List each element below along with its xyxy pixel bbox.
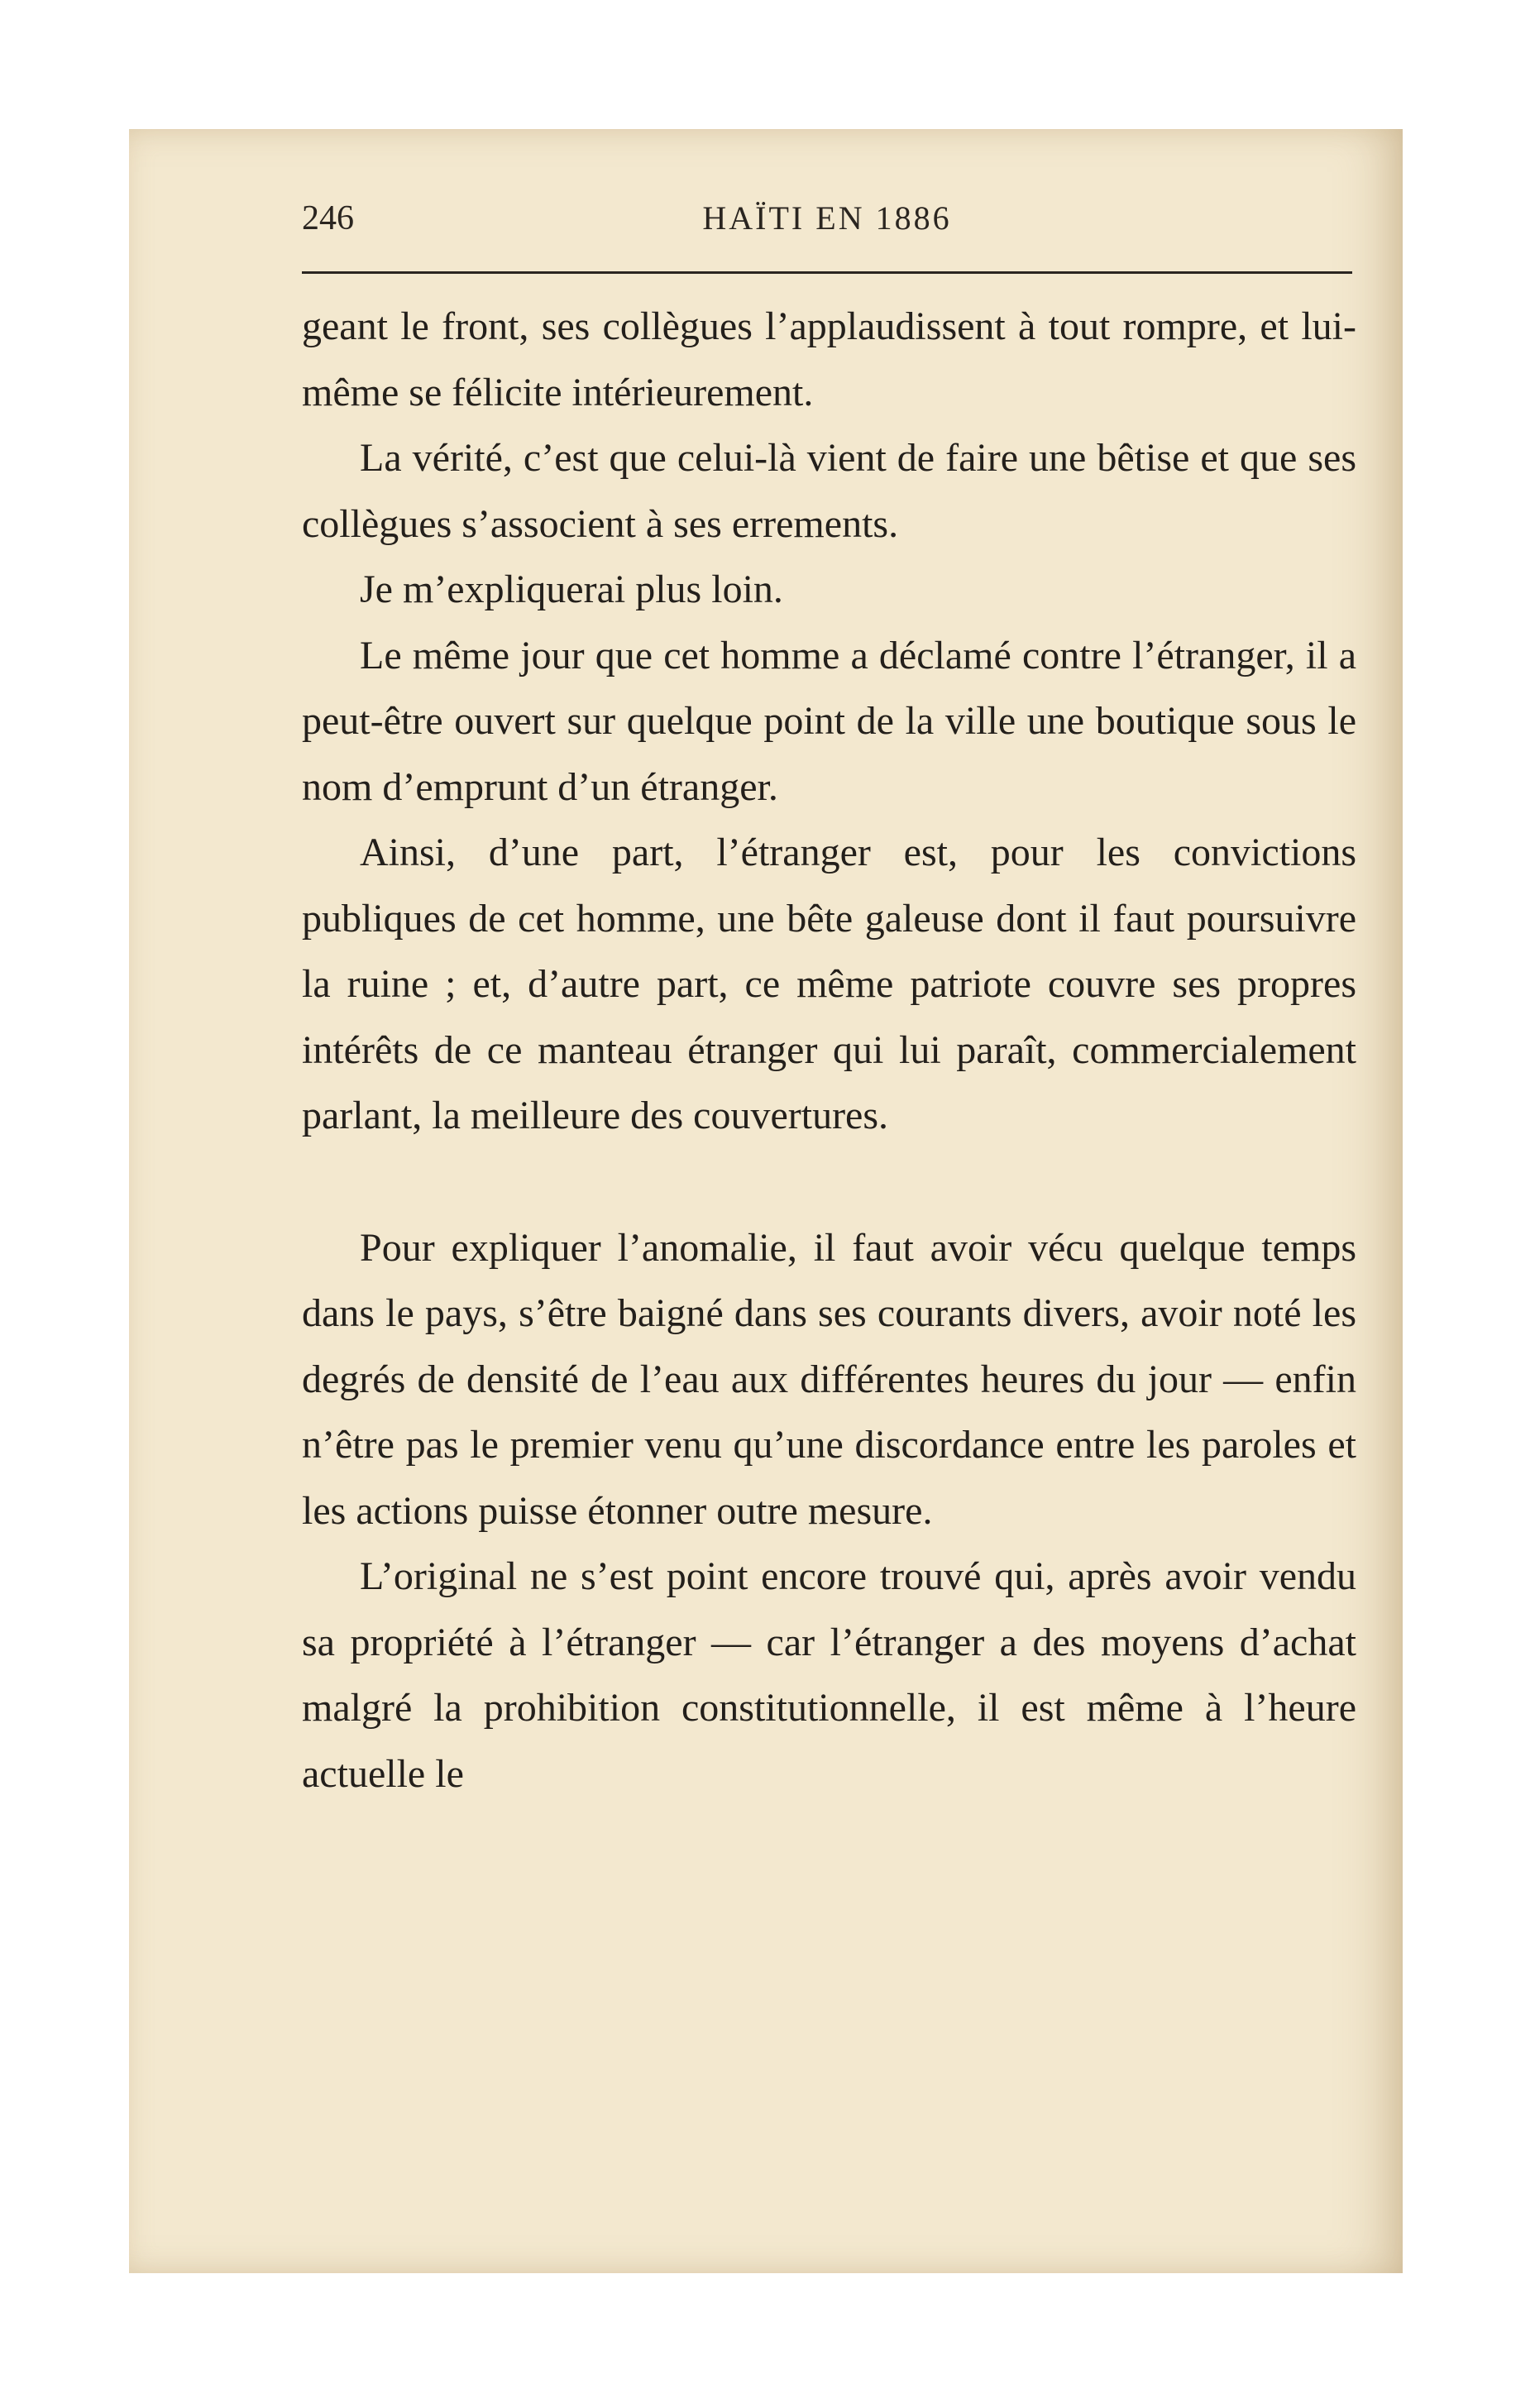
page-header xyxy=(302,199,1352,248)
running-title: HAÏTI EN 1886 xyxy=(702,199,952,237)
paragraph: geant le front, ses collègues l’applaudissent à tout rompre, et lui-même se félicite intérieurement. xyxy=(302,304,1356,414)
body-text xyxy=(302,294,1356,1807)
paragraph: Ainsi, d’une part, l’étranger est, pour les convictions publiques de cet homme, une bête galeuse dont il faut poursuivre la ruine ; et, d’autre part, ce même patriote couvre ses propres intérêts de ce manteau étranger qui lui paraît, commercialement parlant, la meilleure des couvertures. xyxy=(302,831,1356,1137)
paragraph: Le même jour que cet homme a déclamé contre l’étranger, il a peut-être ouvert sur quelque point de la ville une boutique sous le nom d’emprunt d’un étranger. xyxy=(302,633,1356,809)
page-number: 246 xyxy=(302,199,354,237)
paragraph: L’original ne s’est point encore trouvé qui, après avoir vendu sa propriété à l’étranger — car l’étranger a des moyens d’achat malgré la prohibition constitutionnelle, il est même à l’heure actuelle le xyxy=(302,1554,1356,1796)
header-rule xyxy=(302,271,1352,274)
paragraph: Pour expliquer l’anomalie, il faut avoir vécu quelque temps dans le pays, s’être baigné dans ses courants divers, avoir noté les degrés de densité de l’eau aux différentes heures du jour — enfin n’être pas le premier venu qu’une discordance entre les paroles et les actions puisse étonner outre mesure. xyxy=(302,1225,1356,1533)
paragraph: La vérité, c’est que celui-là vient de faire une bêtise et que ses collègues s’associent à ses errements. xyxy=(302,436,1356,546)
paragraph: Je m’expliquerai plus loin. xyxy=(360,567,783,611)
